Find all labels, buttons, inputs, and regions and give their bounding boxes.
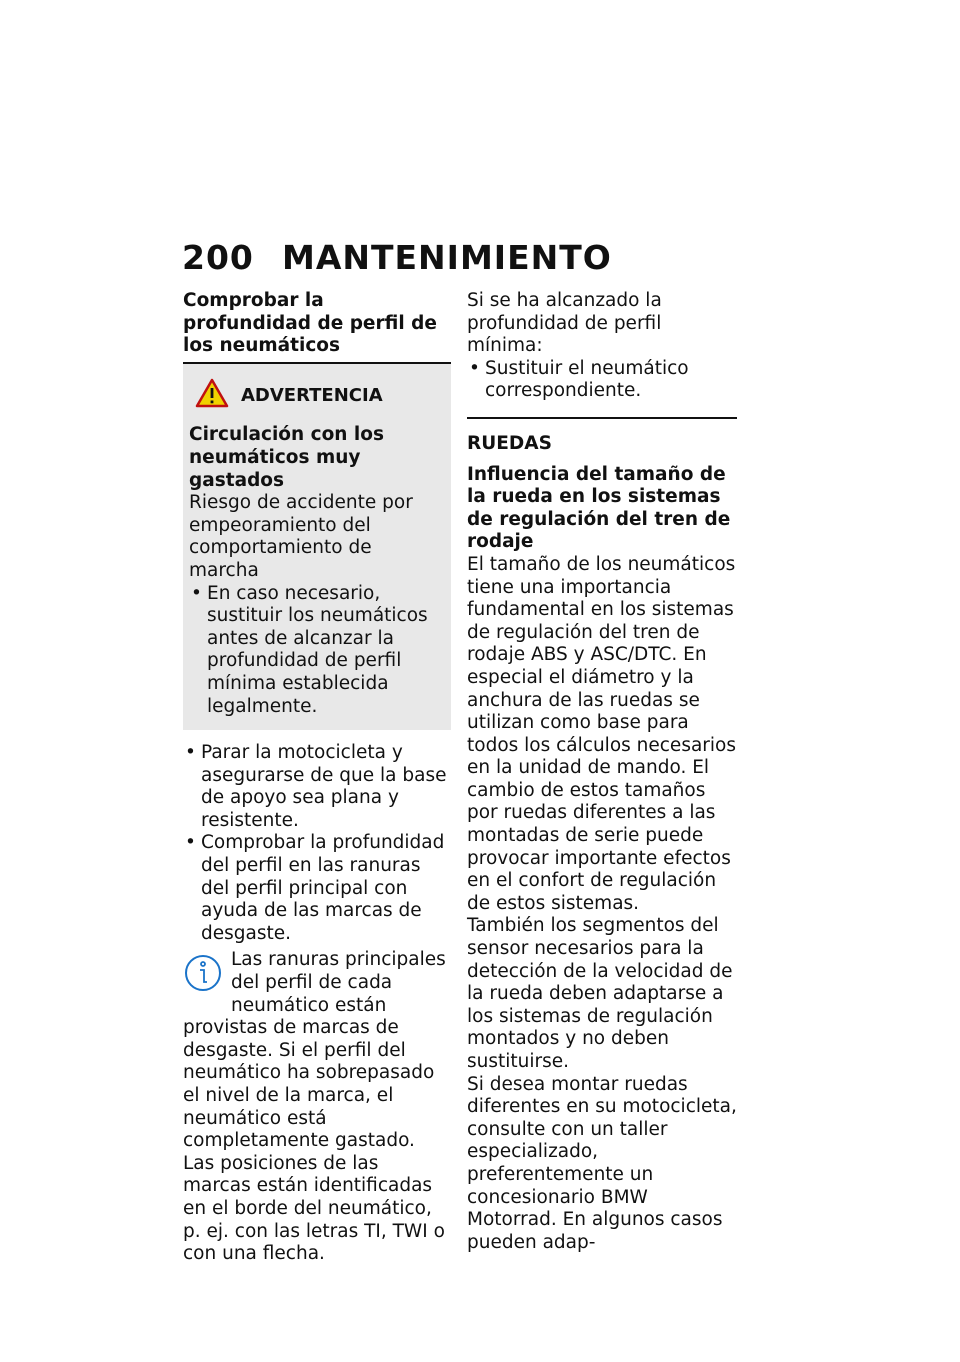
- list-item: • Parar la motocicleta y asegurarse de que la base de apoyo sea plana y resistente.: [183, 742, 451, 832]
- warning-box: [183, 364, 451, 730]
- warning-label: ADVERTENCIA: [241, 384, 383, 406]
- subheading-wheel-size: Influencia del tamaño de la rueda en los sistemas de regulación del tren de rodaje: [467, 463, 731, 553]
- left-column: [183, 290, 451, 1266]
- list-item: • Comprobar la profundidad del perfil en las ranuras del perfil principal con ayuda de las marcas de desgaste.: [183, 832, 451, 945]
- warning-list: [189, 583, 445, 719]
- chapter-title: MANTENIMIENTO: [282, 238, 612, 277]
- steps-list: [183, 742, 451, 945]
- intro-text: Si se ha alcanzado la profundidad de perfil mínima:: [467, 290, 662, 357]
- replace-list: [467, 358, 737, 403]
- paragraph: El tamaño de los neumáticos tiene una importancia fundamental en los sistemas de regulación del tren de rodaje ABS y ASC/DTC. En especial el diámetro y la anchura de las ruedas se utilizan como base para todos los cálculos necesarios en la unidad de mando. El cambio de estos tamaños por ruedas diferentes a las montadas de serie puede provocar importante efectos en el confort de regulación de estos sistemas.: [467, 553, 736, 914]
- info-note: [183, 949, 451, 1265]
- warning-header: [189, 378, 445, 415]
- divider: [467, 417, 737, 419]
- page-header: [182, 238, 612, 277]
- warning-title: Circulación con los neumáticos muy gastados: [189, 424, 384, 491]
- warning-triangle-icon: [195, 378, 229, 415]
- page-number: 200: [182, 238, 254, 277]
- paragraph: También los segmentos del sensor necesarios para la detección de la velocidad de la rueda deben adaptarse a los sistemas de regulación montados y no deben sustituirse.: [467, 915, 733, 1072]
- section-title-ruedas: RUEDAS: [467, 432, 552, 454]
- list-item: • Sustituir el neumático correspondiente.: [467, 358, 737, 403]
- info-icon: [183, 953, 227, 997]
- warning-bullet: • En caso necesario, sustituir los neumáticos antes de alcanzar la profundidad de perfil mínima establecida legalmente.: [189, 583, 445, 719]
- info-note-text: Las ranuras principales del perfil de cada neumático están provistas de marcas de desgaste. Si el perfil del neumático ha sobrepasado el nivel de la marca, el neumático está completamente gastado. Las posiciones de las marcas están identificadas en el borde del neumático, p. ej. con las letras TI, TWI o con una flecha.: [183, 949, 446, 1265]
- subheading-tread-depth: Comprobar la profundidad de perfil de los neumáticos: [183, 290, 437, 357]
- paragraph: Si desea montar ruedas diferentes en su motocicleta, consulte con un taller especializado, preferentemente un concesionario BMW Motorrad. En algunos casos pueden adap-: [467, 1073, 737, 1253]
- right-column: [467, 290, 737, 1254]
- warning-text: Riesgo de accidente por empeoramiento del comportamiento de marcha: [189, 492, 413, 581]
